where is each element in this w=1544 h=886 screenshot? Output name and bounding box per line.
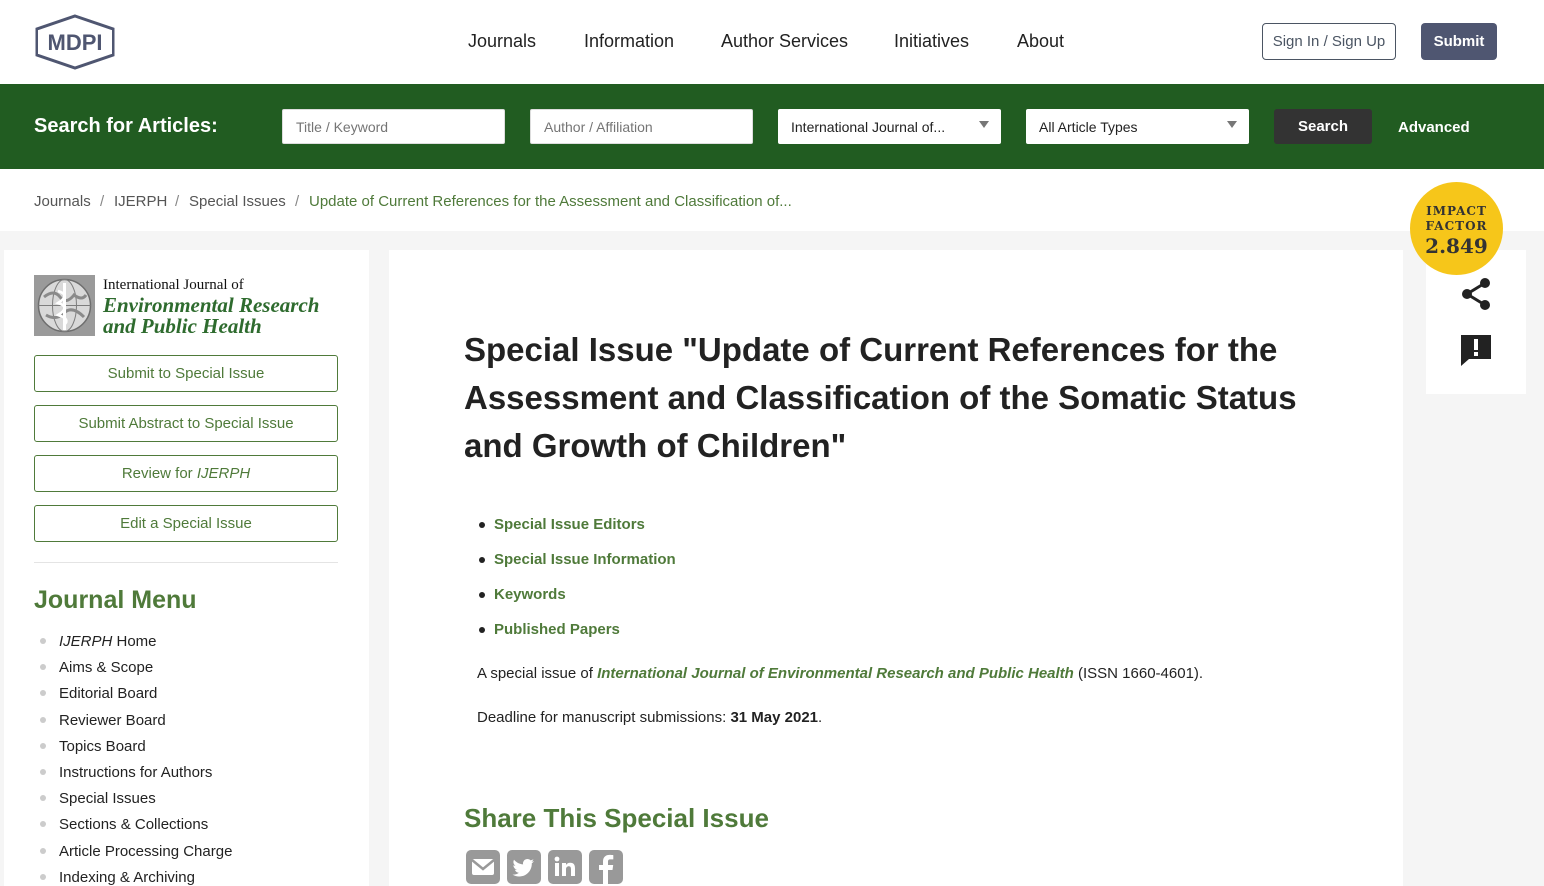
deadline-suffix: . xyxy=(818,709,823,726)
toc-information-link[interactable]: Special Issue Information xyxy=(479,551,676,586)
nav-about[interactable]: About xyxy=(1017,31,1065,51)
advanced-search-link[interactable]: Advanced xyxy=(1398,119,1470,136)
deadline-prefix: Deadline for manuscript submissions: xyxy=(477,709,731,726)
special-issue-prefix: A special issue of xyxy=(477,665,598,682)
journal-select-value: International Journal of... xyxy=(791,119,946,135)
toc-editors-link[interactable]: Special Issue Editors xyxy=(479,516,676,551)
breadcrumb-ijerph[interactable]: IJERPH xyxy=(114,193,168,210)
special-issue-of-text xyxy=(477,665,1203,682)
journal-menu-item-reviewer-board[interactable]: Reviewer Board xyxy=(34,711,354,737)
issn-text: (ISSN 1660-4601). xyxy=(1073,665,1204,682)
signin-button[interactable]: Sign In / Sign Up xyxy=(1262,23,1396,60)
email-icon[interactable] xyxy=(466,850,500,884)
journal-menu-item-apc[interactable]: Article Processing Charge xyxy=(34,842,354,868)
review-prefix: Review for xyxy=(121,465,197,482)
share-icon[interactable] xyxy=(1460,277,1492,311)
menu-home-suffix: Home xyxy=(112,633,157,650)
search-button[interactable]: Search xyxy=(1274,109,1372,144)
submit-to-special-issue-button[interactable]: Submit to Special Issue xyxy=(34,355,338,392)
deadline-text xyxy=(477,709,822,726)
journal-menu xyxy=(34,632,354,886)
top-header xyxy=(0,0,1544,84)
journal-select[interactable] xyxy=(778,109,1001,144)
article-type-select[interactable] xyxy=(1026,109,1249,144)
facebook-icon[interactable] xyxy=(589,850,623,884)
title-keyword-input[interactable] xyxy=(282,109,505,144)
deadline-date: 31 May 2021 xyxy=(730,709,819,726)
chevron-down-icon xyxy=(1227,121,1237,128)
journal-menu-item-aims-scope[interactable]: Aims & Scope xyxy=(34,658,354,684)
special-issue-toc xyxy=(479,516,676,656)
main-content xyxy=(389,250,1403,886)
submit-abstract-button[interactable]: Submit Abstract to Special Issue xyxy=(34,405,338,442)
share-section-title: Share This Special Issue xyxy=(464,803,769,833)
journal-menu-item-indexing[interactable]: Indexing & Archiving xyxy=(34,868,354,886)
review-for-journal-button[interactable] xyxy=(34,455,338,492)
left-sidebar xyxy=(4,250,369,886)
breadcrumb-separator: / xyxy=(100,193,105,210)
journal-name-link[interactable]: International Journal of Environmental Research and Public Health xyxy=(597,665,1074,682)
breadcrumb-current: Update of Current References for the Assessment and Classification of... xyxy=(309,193,792,210)
breadcrumb-journals[interactable]: Journals xyxy=(34,193,91,210)
page-title: Special Issue "Update of Current References for the Assessment and Classification of the Somatic Status and Growth of Children" xyxy=(464,331,1297,464)
review-journal-name: IJERPH xyxy=(196,465,251,482)
breadcrumb-separator: / xyxy=(175,193,180,210)
search-label: Search for Articles: xyxy=(34,115,218,137)
impact-factor-badge[interactable] xyxy=(1410,182,1503,275)
edit-special-issue-button[interactable]: Edit a Special Issue xyxy=(34,505,338,542)
logo-text: MDPI xyxy=(47,30,103,55)
breadcrumb-separator: / xyxy=(295,193,300,210)
nav-author-services[interactable]: Author Services xyxy=(721,31,849,51)
journal-menu-item-topics-board[interactable]: Topics Board xyxy=(34,737,354,763)
breadcrumb-special-issues[interactable]: Special Issues xyxy=(189,193,286,210)
submit-button[interactable]: Submit xyxy=(1421,23,1497,60)
toc-published-papers-link[interactable]: Published Papers xyxy=(479,621,676,656)
nav-initiatives[interactable]: Initiatives xyxy=(894,31,970,51)
impact-factor-label-1: IMPACT xyxy=(1426,204,1487,218)
journal-logo[interactable] xyxy=(34,275,334,337)
chevron-down-icon xyxy=(979,121,989,128)
breadcrumb xyxy=(0,169,1544,231)
twitter-icon[interactable] xyxy=(507,850,541,884)
journal-menu-title: Journal Menu xyxy=(34,586,197,614)
sidebar-divider xyxy=(34,562,338,563)
journal-logo-line-1: International Journal of xyxy=(103,277,244,293)
journal-logo-line-2: Environmental Research xyxy=(103,293,320,317)
author-affiliation-input[interactable] xyxy=(530,109,753,144)
flag-icon[interactable] xyxy=(1460,334,1492,366)
journal-menu-item-home[interactable] xyxy=(34,632,354,658)
journal-emblem-icon xyxy=(34,275,95,336)
article-search-bar xyxy=(0,84,1544,169)
nav-information[interactable]: Information xyxy=(584,31,675,51)
toc-keywords-link[interactable]: Keywords xyxy=(479,586,676,621)
impact-factor-label-2: FACTOR xyxy=(1425,219,1488,233)
journal-logo-line-3: and Public Health xyxy=(103,314,262,338)
journal-menu-item-instructions[interactable]: Instructions for Authors xyxy=(34,763,354,789)
journal-menu-item-editorial-board[interactable]: Editorial Board xyxy=(34,684,354,710)
impact-factor-value: 2.849 xyxy=(1425,234,1488,258)
journal-menu-item-special-issues[interactable]: Special Issues xyxy=(34,789,354,815)
nav-journals[interactable]: Journals xyxy=(468,31,537,51)
linkedin-icon[interactable] xyxy=(548,850,582,884)
journal-menu-item-sections[interactable]: Sections & Collections xyxy=(34,815,354,841)
menu-home-journal: IJERPH xyxy=(59,633,113,650)
article-type-value: All Article Types xyxy=(1039,119,1138,135)
